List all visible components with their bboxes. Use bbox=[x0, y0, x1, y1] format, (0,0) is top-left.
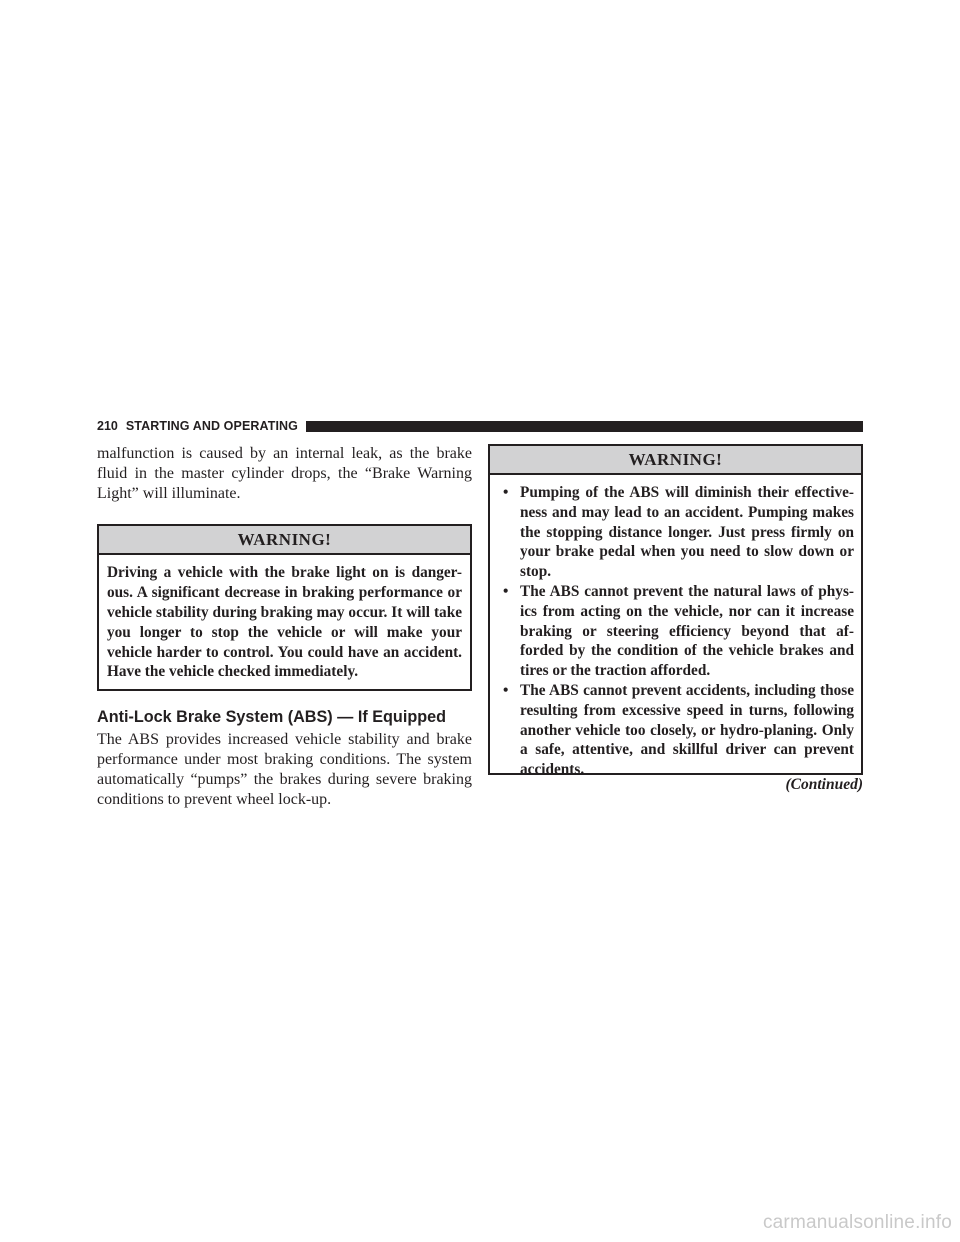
warning-title: WARNING! bbox=[490, 446, 861, 475]
bullet-icon: • bbox=[503, 582, 509, 600]
warning-bullets bbox=[490, 475, 861, 780]
warning-title: WARNING! bbox=[99, 526, 470, 555]
abs-warning-box bbox=[488, 444, 863, 779]
bullet-item bbox=[498, 483, 854, 582]
abs-subheading: Anti-Lock Brake System (ABS) — If Equipped bbox=[97, 708, 446, 727]
header-rule bbox=[306, 421, 863, 432]
bullet-icon: • bbox=[503, 484, 509, 501]
bullet-list bbox=[498, 483, 854, 780]
right-column bbox=[488, 444, 863, 779]
bullet-item bbox=[498, 681, 854, 780]
abs-paragraph: The ABS provides increased vehicle stability and brake performance under most braking conditions. The system automatically “pumps” the brakes during severe braking conditions to prevent wheel lock-up. bbox=[97, 731, 472, 808]
brake-light-warning-box bbox=[97, 524, 472, 691]
bullet-icon: • bbox=[503, 681, 509, 699]
left-column bbox=[97, 444, 472, 809]
bullet-text: The ABS cannot prevent accidents, including those resulting from excessive speed in turns, following another vehicle too closely, or hydro-planing. Only a safe, attentive, and skillful driver can prevent accidents. bbox=[520, 681, 854, 779]
continued-label: (Continued) bbox=[785, 776, 863, 793]
intro-paragraph: malfunction is caused by an internal leak, as the brake fluid in the master cylinder drops, the “Brake Warning Light” will illuminate. bbox=[97, 445, 472, 502]
warning-text: Driving a vehicle with the brake light on is danger-ous. A significant decrease in braking performance or vehicle stability during braking may occur. It will take you longer to stop the vehicle or will make your vehicle harder to control. You could have an accident. Have the vehicle checked immediately. bbox=[107, 564, 462, 681]
section-title: STARTING AND OPERATING bbox=[125, 419, 298, 433]
bullet-text: The ABS cannot prevent the natural laws of phys-ics from acting on the vehicle, nor can it increase braking or steering efficiency beyond that af-forded by the condition of the vehicle brakes and tires or the traction afforded. bbox=[520, 582, 854, 680]
page-header bbox=[97, 418, 863, 434]
page-number: 210 bbox=[97, 419, 118, 433]
bullet-item bbox=[498, 582, 854, 681]
watermark-text: carmanualsonline.info bbox=[762, 1212, 952, 1233]
bullet-text: Pumping of the ABS will diminish their effective-ness and may lead to an accident. Pumping makes the stopping distance longer. Just press firmly on your brake pedal when you need to slow down or stop. bbox=[520, 484, 854, 581]
